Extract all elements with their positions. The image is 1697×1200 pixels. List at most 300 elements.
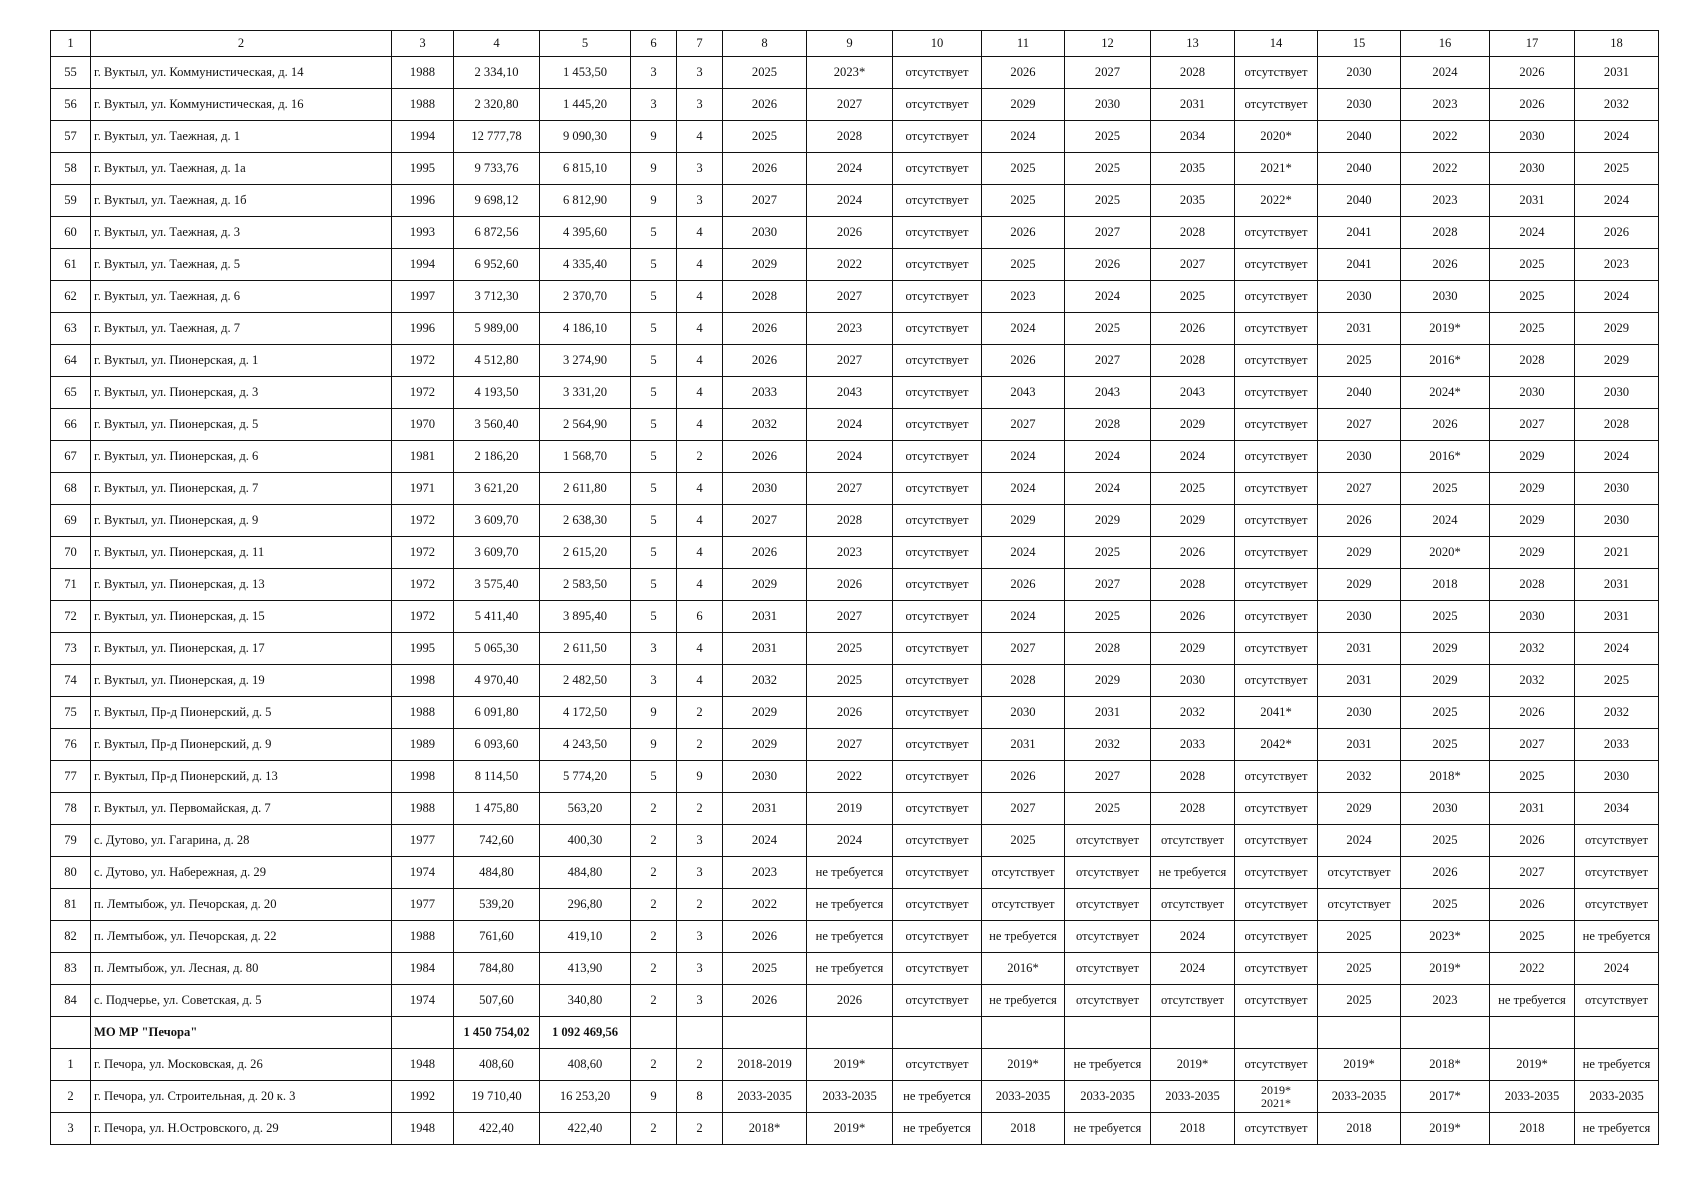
data-cell-col-7: 4 [677, 121, 723, 153]
address-cell: г. Вуктыл, ул. Таежная, д. 7 [91, 313, 392, 345]
data-cell-col-6: 2 [631, 1113, 677, 1145]
group-name: МО МР "Печора" [91, 1017, 392, 1049]
data-cell-col-9: не требуется [807, 953, 893, 985]
table-row [51, 377, 1659, 409]
data-cell-col-13: 2028 [1151, 345, 1235, 377]
data-cell-col-11: 2025 [982, 249, 1065, 281]
data-cell-col-14: отсутствует [1235, 505, 1318, 537]
row-number-cell: 67 [51, 441, 91, 473]
row-number-cell: 68 [51, 473, 91, 505]
data-cell-col-3: 1988 [392, 697, 454, 729]
data-cell-col-13: 2025 [1151, 473, 1235, 505]
data-cell-col-9: 2027 [807, 601, 893, 633]
data-cell-col-10: отсутствует [893, 57, 982, 89]
data-cell-col-7: 3 [677, 185, 723, 217]
row-number-cell: 59 [51, 185, 91, 217]
data-cell-col-4: 408,60 [454, 1049, 540, 1081]
table-row [51, 601, 1659, 633]
data-cell-col-10: отсутствует [893, 985, 982, 1017]
data-cell-col-16: 2022 [1401, 121, 1490, 153]
data-cell-col-5: 6 812,90 [540, 185, 631, 217]
data-cell-col-6: 9 [631, 121, 677, 153]
row-number-cell: 74 [51, 665, 91, 697]
data-cell-col-18: отсутствует [1575, 857, 1659, 889]
data-cell-col-15: 2040 [1318, 121, 1401, 153]
data-cell-col-10: отсутствует [893, 601, 982, 633]
table-row [51, 185, 1659, 217]
data-cell-col-3: 1948 [392, 1113, 454, 1145]
data-cell-col-11: 2043 [982, 377, 1065, 409]
data-cell-col-9: 2027 [807, 89, 893, 121]
data-cell-col-5: 2 564,90 [540, 409, 631, 441]
data-cell-col-15: 2027 [1318, 409, 1401, 441]
group-total-living-area: 1 092 469,56 [540, 1017, 631, 1049]
data-cell-col-5: 4 186,10 [540, 313, 631, 345]
data-cell-col-18: отсутствует [1575, 825, 1659, 857]
data-cell-col-17: 2031 [1490, 185, 1575, 217]
data-cell-col-10: отсутствует [893, 761, 982, 793]
data-cell-col-4: 8 114,50 [454, 761, 540, 793]
data-cell-col-3: 1998 [392, 665, 454, 697]
data-cell-col-5: 5 774,20 [540, 761, 631, 793]
data-cell-col-13: 2019* [1151, 1049, 1235, 1081]
data-cell-col-6: 9 [631, 1081, 677, 1113]
data-cell-col-13: 2034 [1151, 121, 1235, 153]
data-cell-col-16: 2023* [1401, 921, 1490, 953]
data-cell-col-15: 2027 [1318, 473, 1401, 505]
address-cell: г. Вуктыл, ул. Таежная, д. 1б [91, 185, 392, 217]
data-cell-col-18: 2030 [1575, 761, 1659, 793]
data-cell-col-15: отсутствует [1318, 857, 1401, 889]
data-cell-col-18: 2033 [1575, 729, 1659, 761]
data-cell-col-16: 2019* [1401, 1113, 1490, 1145]
column-number-10: 10 [893, 31, 982, 57]
data-cell-col-6: 5 [631, 473, 677, 505]
data-cell-col-10: отсутствует [893, 793, 982, 825]
data-cell-col-3: 1971 [392, 473, 454, 505]
row-number-cell: 66 [51, 409, 91, 441]
address-cell: г. Вуктыл, ул. Пионерская, д. 15 [91, 601, 392, 633]
data-cell-col-11: 2024 [982, 537, 1065, 569]
data-cell-col-16: 2023 [1401, 985, 1490, 1017]
data-cell-col-6: 2 [631, 921, 677, 953]
data-cell-col-12: 2024 [1065, 473, 1151, 505]
table-row [51, 345, 1659, 377]
data-cell-col-12: отсутствует [1065, 953, 1151, 985]
row-number-cell: 78 [51, 793, 91, 825]
data-cell-col-12: 2033-2035 [1065, 1081, 1151, 1113]
data-cell-col-4: 484,80 [454, 857, 540, 889]
row-number-cell: 63 [51, 313, 91, 345]
data-cell-col-11: 2018 [982, 1113, 1065, 1145]
data-cell-col-17: 2026 [1490, 825, 1575, 857]
data-cell-col-13: 2028 [1151, 217, 1235, 249]
data-cell-col-18: 2024 [1575, 121, 1659, 153]
data-cell-col-15: 2031 [1318, 633, 1401, 665]
data-cell-col-14: отсутствует [1235, 473, 1318, 505]
data-cell-col-14: отсутствует [1235, 601, 1318, 633]
table-row [51, 537, 1659, 569]
data-cell-col-9: 2019* [807, 1049, 893, 1081]
data-cell-col-10: отсутствует [893, 217, 982, 249]
data-cell-col-17: 2030 [1490, 121, 1575, 153]
data-cell-col-11: 2031 [982, 729, 1065, 761]
data-cell-col-15: 2025 [1318, 921, 1401, 953]
data-cell-col-13: 2028 [1151, 793, 1235, 825]
data-cell-col-3: 1992 [392, 1081, 454, 1113]
data-cell-col-9: 2027 [807, 473, 893, 505]
data-cell-col-6: 3 [631, 665, 677, 697]
empty-cell [631, 1017, 677, 1049]
data-cell-col-14: 2022* [1235, 185, 1318, 217]
data-cell-col-15: 2025 [1318, 985, 1401, 1017]
data-cell-col-13: 2033-2035 [1151, 1081, 1235, 1113]
data-cell-col-9: 2024 [807, 409, 893, 441]
data-cell-col-5: 400,30 [540, 825, 631, 857]
data-cell-col-18: 2031 [1575, 569, 1659, 601]
data-cell-col-12: отсутствует [1065, 857, 1151, 889]
data-cell-col-10: отсутствует [893, 697, 982, 729]
data-cell-col-17: 2025 [1490, 313, 1575, 345]
data-cell-col-7: 2 [677, 729, 723, 761]
data-cell-col-15: 2031 [1318, 313, 1401, 345]
data-cell-col-5: 2 615,20 [540, 537, 631, 569]
data-cell-col-8: 2023 [723, 857, 807, 889]
data-cell-col-17: 2027 [1490, 729, 1575, 761]
data-cell-col-7: 4 [677, 409, 723, 441]
data-cell-col-11: 2024 [982, 601, 1065, 633]
data-cell-col-17: 2028 [1490, 345, 1575, 377]
table-row [51, 825, 1659, 857]
data-cell-col-3: 1997 [392, 281, 454, 313]
data-cell-col-9: 2043 [807, 377, 893, 409]
column-number-5: 5 [540, 31, 631, 57]
data-cell-col-16: 2028 [1401, 217, 1490, 249]
data-cell-col-6: 5 [631, 249, 677, 281]
data-cell-col-10: отсутствует [893, 89, 982, 121]
table-row [51, 441, 1659, 473]
data-cell-col-14: отсутствует [1235, 281, 1318, 313]
data-cell-col-16: 2026 [1401, 249, 1490, 281]
data-cell-col-16: 2025 [1401, 697, 1490, 729]
data-cell-col-3: 1989 [392, 729, 454, 761]
data-cell-col-14: отсутствует [1235, 377, 1318, 409]
data-cell-col-14: отсутствует [1235, 441, 1318, 473]
data-cell-col-3: 1977 [392, 889, 454, 921]
data-cell-col-8: 2025 [723, 57, 807, 89]
data-cell-col-13: не требуется [1151, 857, 1235, 889]
data-cell-col-14: отсутствует [1235, 825, 1318, 857]
data-cell-col-8: 2026 [723, 89, 807, 121]
data-cell-col-17: 2029 [1490, 537, 1575, 569]
data-cell-col-4: 539,20 [454, 889, 540, 921]
data-cell-col-15: 2030 [1318, 441, 1401, 473]
data-cell-col-8: 2026 [723, 537, 807, 569]
data-cell-col-4: 507,60 [454, 985, 540, 1017]
data-cell-col-17: 2025 [1490, 249, 1575, 281]
data-cell-col-16: 2018* [1401, 761, 1490, 793]
data-cell-col-12: 2031 [1065, 697, 1151, 729]
row-number-cell: 75 [51, 697, 91, 729]
table-row [51, 505, 1659, 537]
data-cell-col-13: 2018 [1151, 1113, 1235, 1145]
table-row [51, 473, 1659, 505]
row-number-cell: 84 [51, 985, 91, 1017]
data-cell-col-8: 2032 [723, 665, 807, 697]
data-cell-col-11: 2016* [982, 953, 1065, 985]
empty-cell [1065, 1017, 1151, 1049]
address-cell: г. Вуктыл, ул. Таежная, д. 1 [91, 121, 392, 153]
data-cell-col-14: отсутствует [1235, 57, 1318, 89]
address-cell: г. Вуктыл, Пр-д Пионерский, д. 13 [91, 761, 392, 793]
address-cell: г. Вуктыл, ул. Пионерская, д. 3 [91, 377, 392, 409]
data-cell-col-13: отсутствует [1151, 889, 1235, 921]
table-row [51, 1113, 1659, 1145]
data-cell-col-14: отсутствует [1235, 793, 1318, 825]
data-cell-col-18: 2032 [1575, 697, 1659, 729]
data-cell-col-13: отсутствует [1151, 985, 1235, 1017]
row-number-cell: 79 [51, 825, 91, 857]
data-cell-col-18: отсутствует [1575, 889, 1659, 921]
data-cell-col-5: 484,80 [540, 857, 631, 889]
address-cell: г. Печора, ул. Московская, д. 26 [91, 1049, 392, 1081]
data-cell-col-9: 2026 [807, 697, 893, 729]
data-cell-col-3: 1988 [392, 89, 454, 121]
data-cell-col-8: 2031 [723, 601, 807, 633]
data-cell-col-15: 2040 [1318, 377, 1401, 409]
data-cell-col-18: отсутствует [1575, 985, 1659, 1017]
data-cell-col-12: 2025 [1065, 313, 1151, 345]
data-cell-col-9: 2033-2035 [807, 1081, 893, 1113]
data-cell-col-16: 2025 [1401, 825, 1490, 857]
data-cell-col-15: 2030 [1318, 57, 1401, 89]
data-cell-col-9: 2028 [807, 121, 893, 153]
data-cell-col-8: 2031 [723, 793, 807, 825]
data-cell-col-15: отсутствует [1318, 889, 1401, 921]
data-cell-col-16: 2017* [1401, 1081, 1490, 1113]
data-cell-col-7: 3 [677, 857, 723, 889]
data-cell-col-9: 2028 [807, 505, 893, 537]
data-cell-col-17: 2026 [1490, 57, 1575, 89]
row-number-cell: 60 [51, 217, 91, 249]
data-cell-col-13: 2024 [1151, 441, 1235, 473]
data-cell-col-8: 2031 [723, 633, 807, 665]
data-cell-col-5: 2 370,70 [540, 281, 631, 313]
data-cell-col-7: 4 [677, 345, 723, 377]
data-cell-col-13: 2026 [1151, 537, 1235, 569]
data-cell-col-4: 761,60 [454, 921, 540, 953]
data-cell-col-8: 2026 [723, 345, 807, 377]
row-number-cell: 72 [51, 601, 91, 633]
data-cell-col-10: отсутствует [893, 473, 982, 505]
data-cell-col-17: 2029 [1490, 473, 1575, 505]
row-number-cell: 55 [51, 57, 91, 89]
data-cell-col-9: 2023 [807, 313, 893, 345]
data-cell-col-14: 2019* 2021* [1235, 1081, 1318, 1113]
empty-cell [1575, 1017, 1659, 1049]
data-cell-col-3: 1948 [392, 1049, 454, 1081]
row-number-cell: 83 [51, 953, 91, 985]
address-cell: с. Дутово, ул. Гагарина, д. 28 [91, 825, 392, 857]
data-cell-col-8: 2022 [723, 889, 807, 921]
data-cell-col-8: 2027 [723, 505, 807, 537]
data-cell-col-3: 1988 [392, 793, 454, 825]
data-cell-col-14: 2020* [1235, 121, 1318, 153]
data-cell-col-18: не требуется [1575, 1049, 1659, 1081]
data-cell-col-6: 5 [631, 537, 677, 569]
data-cell-col-11: 2025 [982, 185, 1065, 217]
data-cell-col-16: 2025 [1401, 473, 1490, 505]
data-cell-col-17: 2030 [1490, 601, 1575, 633]
data-cell-col-9: 2025 [807, 665, 893, 697]
data-cell-col-14: 2021* [1235, 153, 1318, 185]
data-cell-col-12: 2027 [1065, 217, 1151, 249]
data-cell-col-7: 4 [677, 505, 723, 537]
data-cell-col-14: отсутствует [1235, 889, 1318, 921]
data-cell-col-13: 2043 [1151, 377, 1235, 409]
data-cell-col-6: 5 [631, 441, 677, 473]
data-cell-col-14: отсутствует [1235, 409, 1318, 441]
data-cell-col-11: отсутствует [982, 857, 1065, 889]
data-cell-col-7: 6 [677, 601, 723, 633]
data-cell-col-6: 5 [631, 761, 677, 793]
data-cell-col-4: 422,40 [454, 1113, 540, 1145]
data-cell-col-12: 2028 [1065, 409, 1151, 441]
data-cell-col-3: 1993 [392, 217, 454, 249]
data-cell-col-18: 2023 [1575, 249, 1659, 281]
data-cell-col-11: 2026 [982, 217, 1065, 249]
data-cell-col-12: 2025 [1065, 185, 1151, 217]
data-cell-col-4: 5 411,40 [454, 601, 540, 633]
data-cell-col-3: 1996 [392, 313, 454, 345]
data-cell-col-16: 2025 [1401, 889, 1490, 921]
data-cell-col-7: 2 [677, 441, 723, 473]
data-cell-col-8: 2018* [723, 1113, 807, 1145]
data-cell-col-9: не требуется [807, 921, 893, 953]
data-cell-col-4: 19 710,40 [454, 1081, 540, 1113]
data-cell-col-5: 2 638,30 [540, 505, 631, 537]
data-cell-col-5: 4 172,50 [540, 697, 631, 729]
data-cell-col-18: 2034 [1575, 793, 1659, 825]
data-cell-col-3: 1977 [392, 825, 454, 857]
data-cell-col-8: 2025 [723, 121, 807, 153]
data-cell-col-12: 2032 [1065, 729, 1151, 761]
data-cell-col-9: 2026 [807, 217, 893, 249]
data-cell-col-5: 4 395,60 [540, 217, 631, 249]
data-cell-col-18: 2026 [1575, 217, 1659, 249]
data-cell-col-8: 2024 [723, 825, 807, 857]
data-cell-col-13: 2033 [1151, 729, 1235, 761]
data-cell-col-3: 1988 [392, 57, 454, 89]
column-number-11: 11 [982, 31, 1065, 57]
data-cell-col-5: 296,80 [540, 889, 631, 921]
data-cell-col-7: 3 [677, 985, 723, 1017]
data-cell-col-13: 2024 [1151, 953, 1235, 985]
data-cell-col-13: 2024 [1151, 921, 1235, 953]
data-cell-col-16: 2026 [1401, 857, 1490, 889]
data-cell-col-10: отсутствует [893, 825, 982, 857]
data-cell-col-16: 2016* [1401, 345, 1490, 377]
data-cell-col-12: 2030 [1065, 89, 1151, 121]
data-cell-col-18: 2024 [1575, 441, 1659, 473]
data-cell-col-18: 2024 [1575, 953, 1659, 985]
data-cell-col-7: 4 [677, 217, 723, 249]
row-number-cell: 65 [51, 377, 91, 409]
data-cell-col-10: отсутствует [893, 505, 982, 537]
data-cell-col-12: 2027 [1065, 569, 1151, 601]
data-cell-col-9: 2026 [807, 985, 893, 1017]
data-cell-col-5: 3 274,90 [540, 345, 631, 377]
data-cell-col-3: 1972 [392, 537, 454, 569]
address-cell: с. Дутово, ул. Набережная, д. 29 [91, 857, 392, 889]
empty-cell [1318, 1017, 1401, 1049]
data-cell-col-14: отсутствует [1235, 761, 1318, 793]
data-cell-col-9: не требуется [807, 889, 893, 921]
data-cell-col-11: не требуется [982, 985, 1065, 1017]
row-number-cell: 56 [51, 89, 91, 121]
data-cell-col-5: 9 090,30 [540, 121, 631, 153]
data-cell-col-6: 2 [631, 953, 677, 985]
row-number-cell: 76 [51, 729, 91, 761]
data-cell-col-16: 2029 [1401, 633, 1490, 665]
data-cell-col-7: 2 [677, 889, 723, 921]
data-cell-col-3: 1988 [392, 921, 454, 953]
data-cell-col-17: 2027 [1490, 857, 1575, 889]
data-cell-col-6: 5 [631, 313, 677, 345]
column-number-17: 17 [1490, 31, 1575, 57]
data-cell-col-7: 4 [677, 633, 723, 665]
row-number-cell: 69 [51, 505, 91, 537]
table-row [51, 121, 1659, 153]
data-cell-col-11: 2024 [982, 121, 1065, 153]
data-cell-col-7: 3 [677, 825, 723, 857]
table-row [51, 281, 1659, 313]
data-cell-col-11: 2028 [982, 665, 1065, 697]
data-cell-col-12: отсутствует [1065, 985, 1151, 1017]
data-cell-col-3: 1984 [392, 953, 454, 985]
data-cell-col-5: 6 815,10 [540, 153, 631, 185]
data-cell-col-18: 2024 [1575, 185, 1659, 217]
data-cell-col-11: 2027 [982, 633, 1065, 665]
table-row [51, 409, 1659, 441]
data-cell-col-15: 2041 [1318, 217, 1401, 249]
data-cell-col-6: 2 [631, 825, 677, 857]
data-cell-col-10: отсутствует [893, 409, 982, 441]
address-cell: г. Вуктыл, ул. Пионерская, д. 7 [91, 473, 392, 505]
data-cell-col-8: 2029 [723, 249, 807, 281]
data-cell-col-4: 3 609,70 [454, 505, 540, 537]
data-cell-col-15: 2018 [1318, 1113, 1401, 1145]
data-cell-col-6: 9 [631, 729, 677, 761]
data-cell-col-18: 2021 [1575, 537, 1659, 569]
data-cell-col-11: 2033-2035 [982, 1081, 1065, 1113]
data-cell-col-5: 16 253,20 [540, 1081, 631, 1113]
data-cell-col-17: 2026 [1490, 889, 1575, 921]
data-cell-col-12: 2029 [1065, 505, 1151, 537]
data-cell-col-14: 2041* [1235, 697, 1318, 729]
data-cell-col-6: 3 [631, 57, 677, 89]
data-cell-col-7: 3 [677, 153, 723, 185]
data-cell-col-14: отсутствует [1235, 249, 1318, 281]
data-cell-col-8: 2026 [723, 441, 807, 473]
data-cell-col-17: 2033-2035 [1490, 1081, 1575, 1113]
data-cell-col-8: 2029 [723, 697, 807, 729]
table-row [51, 153, 1659, 185]
data-cell-col-10: отсутствует [893, 377, 982, 409]
data-cell-col-12: отсутствует [1065, 889, 1151, 921]
table-row [51, 57, 1659, 89]
address-cell: г. Вуктыл, ул. Таежная, д. 6 [91, 281, 392, 313]
